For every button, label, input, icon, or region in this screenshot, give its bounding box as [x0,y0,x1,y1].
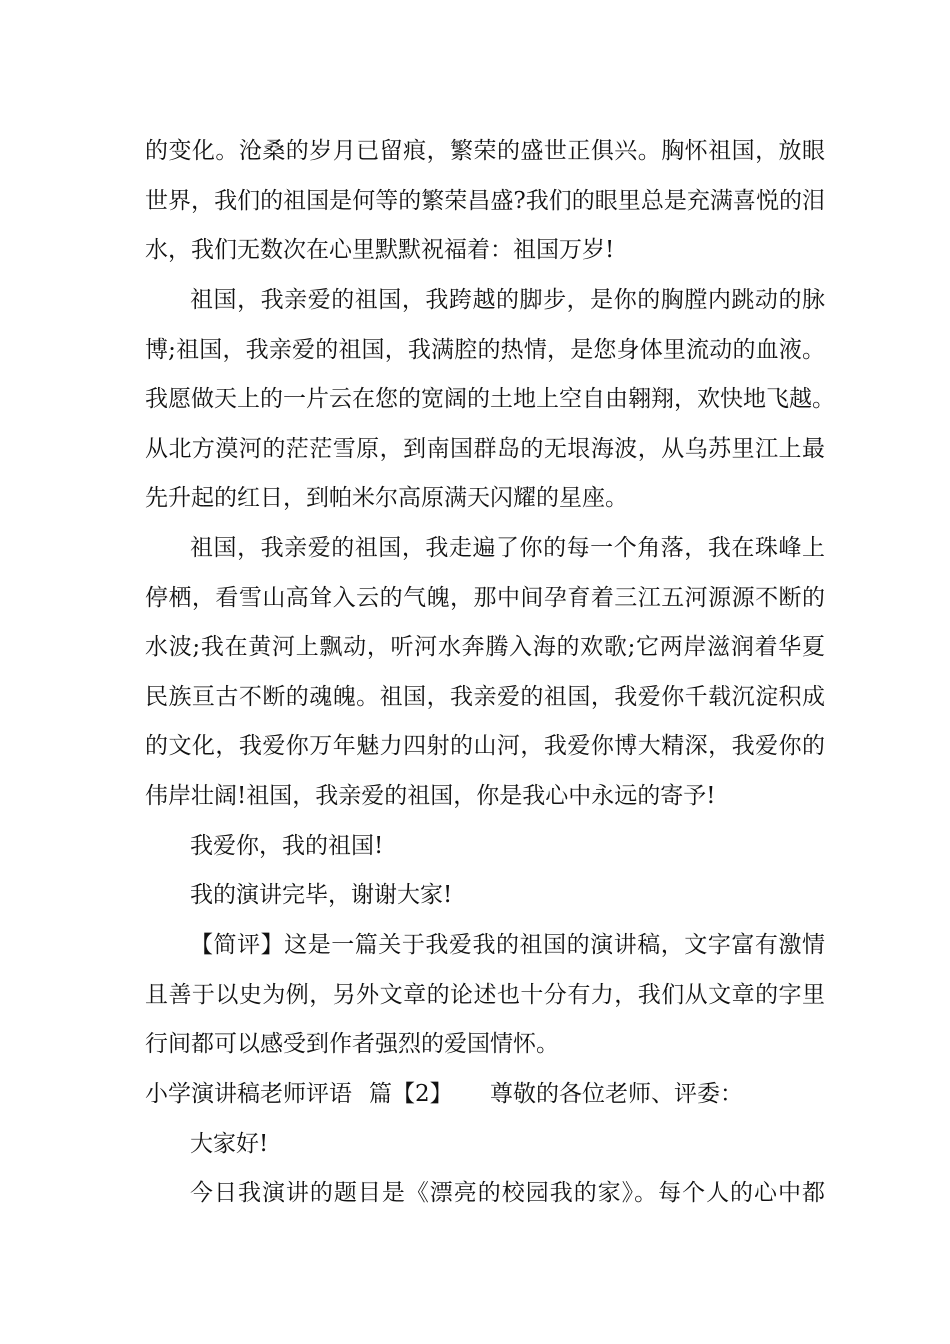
body-text-line: 水，我们无数次在心里默默祝福着：祖国万岁! [145,237,615,263]
body-text-line: 伟岸壮阔!祖国，我亲爱的祖国，你是我心中永远的寄予! [145,783,716,809]
section-number: 篇【2】 [369,1081,453,1107]
body-text-line: 的文化，我爱你万年魅力四射的山河，我爱你博大精深，我爱你的 [145,733,825,759]
body-text-line: 世界，我们的祖国是何等的繁荣昌盛?我们的眼里总是充满喜悦的泪 [145,188,825,214]
body-text-line: 祖国，我亲爱的祖国，我跨越的脚步，是你的胸膛内跳动的脉 [190,287,825,313]
body-text-line: 从北方漠河的茫茫雪原，到南国群岛的无垠海波，从乌苏里江上最 [145,436,825,462]
body-text-line: 的变化。沧桑的岁月已留痕，繁荣的盛世正俱兴。胸怀祖国，放眼 [145,138,825,164]
section-heading [145,1076,845,1112]
greeting-line: 大家好! [190,1131,269,1157]
review-text-line: 且善于以史为例，另外文章的论述也十分有力，我们从文章的字里 [145,982,825,1008]
review-text-line: 行间都可以感受到作者强烈的爱国情怀。 [145,1031,559,1057]
body-text-line: 我的演讲完毕，谢谢大家! [190,882,453,908]
body-text-line: 祖国，我亲爱的祖国，我走遍了你的每一个角落，我在珠峰上 [190,535,825,561]
review-text-line: 【简评】这是一篇关于我爱我的祖国的演讲稿，文字富有激情 [190,932,825,958]
body-text-line: 停栖，看雪山高耸入云的气魄，那中间孕育着三江五河源源不断的 [145,585,825,611]
section-title: 小学演讲稿老师评语 [145,1081,352,1107]
body-text-line: 今日我演讲的题目是《漂亮的校园我的家》。每个人的心中都 [190,1180,825,1206]
salutation: 尊敬的各位老师、评委： [490,1081,743,1107]
body-text-line: 先升起的红日，到帕米尔高原满天闪耀的星座。 [145,485,628,511]
body-text-line: 我爱你，我的祖国! [190,833,384,859]
body-text-line: 水波;我在黄河上飘动，听河水奔腾入海的欢歌;它两岸滋润着华夏 [145,634,825,660]
body-text-line: 博;祖国，我亲爱的祖国，我满腔的热情，是您身体里流动的血液。 [145,337,825,363]
body-text-line: 我愿做天上的一片云在您的宽阔的土地上空自由翱翔，欢快地飞越。 [145,386,835,412]
body-text-line: 民族亘古不断的魂魄。祖国，我亲爱的祖国，我爱你千载沉淀积成 [145,684,825,710]
